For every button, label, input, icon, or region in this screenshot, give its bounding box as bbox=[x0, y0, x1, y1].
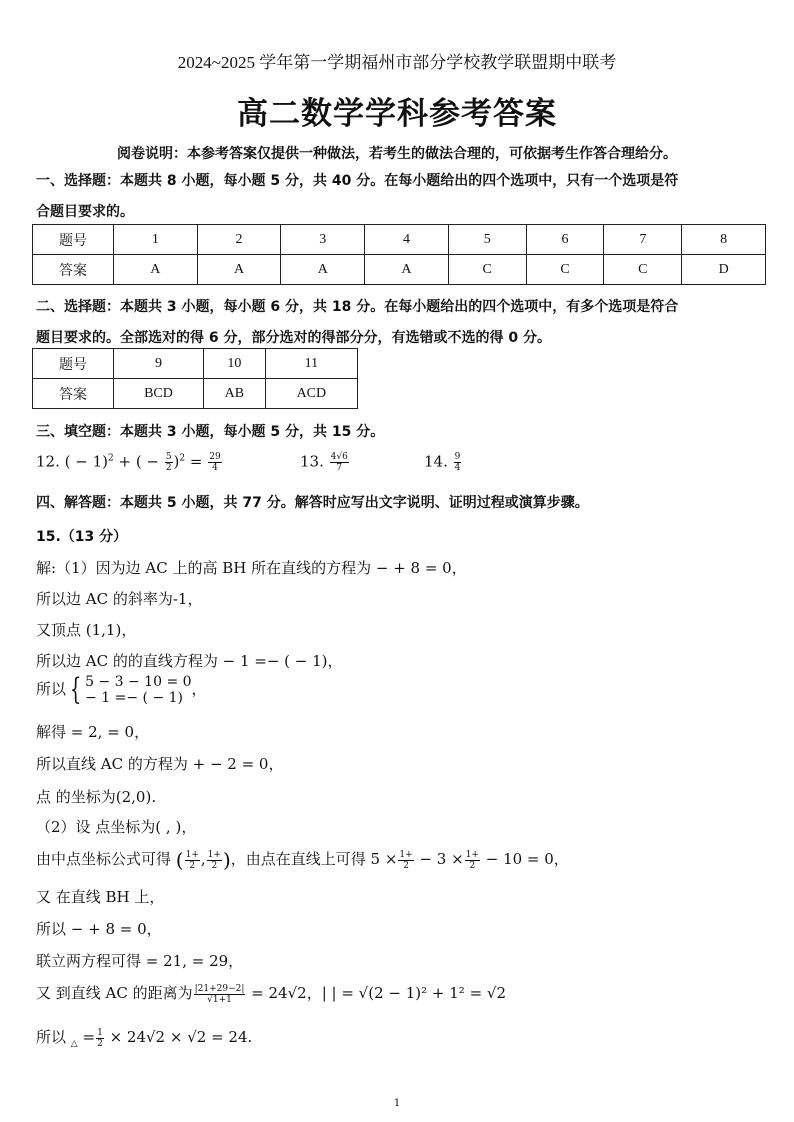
table-cell: C bbox=[604, 255, 682, 285]
answer-14 bbox=[424, 452, 462, 473]
q12-label: 12. bbox=[36, 452, 60, 471]
table-cell: A bbox=[197, 255, 281, 285]
fraction: $\frac{1+}{2}$ bbox=[399, 849, 413, 871]
system-equations bbox=[85, 674, 191, 706]
triangle-icon: △ bbox=[70, 1039, 78, 1049]
table-cell: ACD bbox=[265, 379, 357, 409]
table-cell: 7 bbox=[604, 225, 682, 255]
text-segment: = bbox=[77, 1028, 96, 1046]
exam-subtitle: 2024~2025 学年第一学期福州市部分学校教学联盟期中联考 bbox=[177, 53, 617, 72]
q12-expr: = bbox=[185, 452, 203, 471]
solution-line: 所以 − + 8 = 0， bbox=[36, 920, 162, 938]
fraction: $\frac{1}{2}$ bbox=[97, 1027, 103, 1049]
text-segment: 又 到直线 AC 的距离为 bbox=[36, 984, 193, 1002]
text-segment: × 24√2 × √2 = 24. bbox=[104, 1028, 253, 1046]
table-cell: A bbox=[365, 255, 449, 285]
system-prefix: 所以 bbox=[36, 680, 67, 698]
fraction: $\frac{1+}{2}$ bbox=[465, 849, 479, 871]
table-cell: 8 bbox=[682, 225, 766, 255]
solution-area-line bbox=[36, 1026, 252, 1049]
q14-value: $\frac{9}{4}$ bbox=[454, 452, 461, 473]
solution-system bbox=[36, 674, 207, 706]
fraction: $\frac{|21+29-2|}{√1+1}$ bbox=[194, 983, 245, 1005]
solution-line: 所以直线 AC 的方程为 + − 2 = 0， bbox=[36, 755, 284, 773]
section2-heading-cont: 题目要求的。全部选对的得 6 分，部分选对的得部分分，有选错或不选的得 0 分。 bbox=[36, 330, 551, 346]
solution-line: 解得 = 2, = 0， bbox=[36, 723, 150, 741]
section2-heading: 二、选择题：本题共 3 小题，每小题 6 分，共 18 分。在每小题给出的四个选项中，有多个选项是符合 bbox=[36, 299, 679, 315]
table-cell: 2 bbox=[197, 225, 281, 255]
table-row bbox=[33, 349, 358, 379]
table-cell: 9 bbox=[114, 349, 204, 379]
q12-expr: ) bbox=[173, 452, 180, 471]
text-segment: = 24√2，| | = √(2 − 1)² + 1² = √2 bbox=[246, 984, 507, 1002]
page-number: 1 bbox=[393, 1098, 401, 1109]
table-cell: 1 bbox=[114, 225, 198, 255]
grading-note: 阅卷说明：本参考答案仅提供一种做法，若考生的做法合理的，可依据考生作答合理给分。 bbox=[117, 146, 677, 162]
text-segment: − 3 × bbox=[414, 850, 464, 868]
q12-fraction: $\frac{5}{2}$ bbox=[165, 452, 172, 473]
text-segment: 由中点坐标公式可得 bbox=[36, 850, 172, 868]
table-cell: 10 bbox=[203, 349, 265, 379]
fraction: $\frac{1+}{2}$ bbox=[207, 849, 221, 871]
system-eq: 5 − 3 − 10 = 0 bbox=[85, 674, 192, 690]
table-cell: A bbox=[281, 255, 365, 285]
system-suffix: ， bbox=[191, 680, 207, 698]
text-segment: ，由点在直线上可得 5 × bbox=[230, 850, 398, 868]
table-row bbox=[33, 255, 766, 285]
section1-heading: 一、选择题：本题共 8 小题，每小题 5 分，共 40 分。在每小题给出的四个选项中，只有一个选项是符 bbox=[36, 173, 679, 189]
table-row bbox=[33, 379, 358, 409]
row-label: 答案 bbox=[33, 379, 114, 409]
text-segment: 所以 bbox=[36, 1028, 67, 1046]
solution-line: 所以边 AC 的的直线方程为 − 1 =− ( − 1)， bbox=[36, 652, 343, 670]
answer-13 bbox=[300, 452, 350, 473]
table-cell: AB bbox=[203, 379, 265, 409]
table-cell: D bbox=[682, 255, 766, 285]
table-row bbox=[33, 225, 766, 255]
q12-expr: + ( − bbox=[113, 452, 160, 471]
section4-heading: 四、解答题：本题共 5 小题，共 77 分。解答时应写出文字说明、证明过程或演算步骤。 bbox=[36, 495, 589, 511]
q13-label: 13. bbox=[300, 452, 324, 471]
section1-answer-table bbox=[32, 224, 766, 285]
q13-value: $\frac{4√6}{7}$ bbox=[330, 452, 348, 473]
page-title: 高二数学学科参考答案 bbox=[237, 96, 557, 132]
table-cell: 4 bbox=[365, 225, 449, 255]
row-label: 题号 bbox=[33, 349, 114, 379]
solution-line: 又顶点 (1,1)， bbox=[36, 621, 137, 639]
q12-value: $\frac{29}{4}$ bbox=[209, 452, 221, 473]
section1-heading-cont: 合题目要求的。 bbox=[36, 204, 134, 220]
solution-line: （2）设 点坐标为( , )， bbox=[36, 818, 197, 836]
table-cell: 5 bbox=[448, 225, 526, 255]
text-segment: − 10 = 0， bbox=[480, 850, 569, 868]
table-cell: C bbox=[526, 255, 604, 285]
solution-line: 点 的坐标为(2,0). bbox=[36, 788, 157, 806]
table-cell: 11 bbox=[265, 349, 357, 379]
solution-line: 联立两方程可得 = 21, = 29， bbox=[36, 952, 244, 970]
system-eq: − 1 =− ( − 1) bbox=[85, 690, 184, 706]
table-cell: BCD bbox=[114, 379, 204, 409]
q15-title: 15.（13 分） bbox=[36, 529, 128, 545]
table-cell: 3 bbox=[281, 225, 365, 255]
answer-12 bbox=[36, 452, 223, 473]
solution-distance-line bbox=[36, 982, 506, 1005]
table-cell: A bbox=[114, 255, 198, 285]
solution-line: 所以边 AC 的斜率为-1， bbox=[36, 590, 203, 608]
q14-label: 14. bbox=[424, 452, 448, 471]
left-brace-icon: { bbox=[69, 672, 82, 707]
table-cell: 6 bbox=[526, 225, 604, 255]
q12-exp: 2 bbox=[179, 453, 186, 464]
table-cell: C bbox=[448, 255, 526, 285]
section2-answer-table bbox=[32, 348, 358, 409]
q12-expr: ( − 1) bbox=[64, 452, 108, 471]
section3-heading: 三、填空题：本题共 3 小题，每小题 5 分，共 15 分。 bbox=[36, 424, 385, 440]
row-label: 答案 bbox=[33, 255, 114, 285]
solution-midpoint-line: 由中点坐标公式可得 ( $\frac{1+}{2}$ , $\frac{1+}{2}$ )，由点在直线上可得 5 × $\frac{1+}{2}$ − 3 × $\frac{1+}{2}$ − 10 = 0， bbox=[36, 848, 569, 872]
q12-exp: 2 bbox=[108, 453, 114, 464]
fraction: $\frac{1+}{2}$ bbox=[185, 849, 199, 871]
solution-line: 又 在直线 BH 上， bbox=[36, 888, 165, 906]
solution-line: 解:（1）因为边 AC 上的高 BH 所在直线的方程为 − + 8 = 0， bbox=[36, 559, 467, 577]
row-label: 题号 bbox=[33, 225, 114, 255]
